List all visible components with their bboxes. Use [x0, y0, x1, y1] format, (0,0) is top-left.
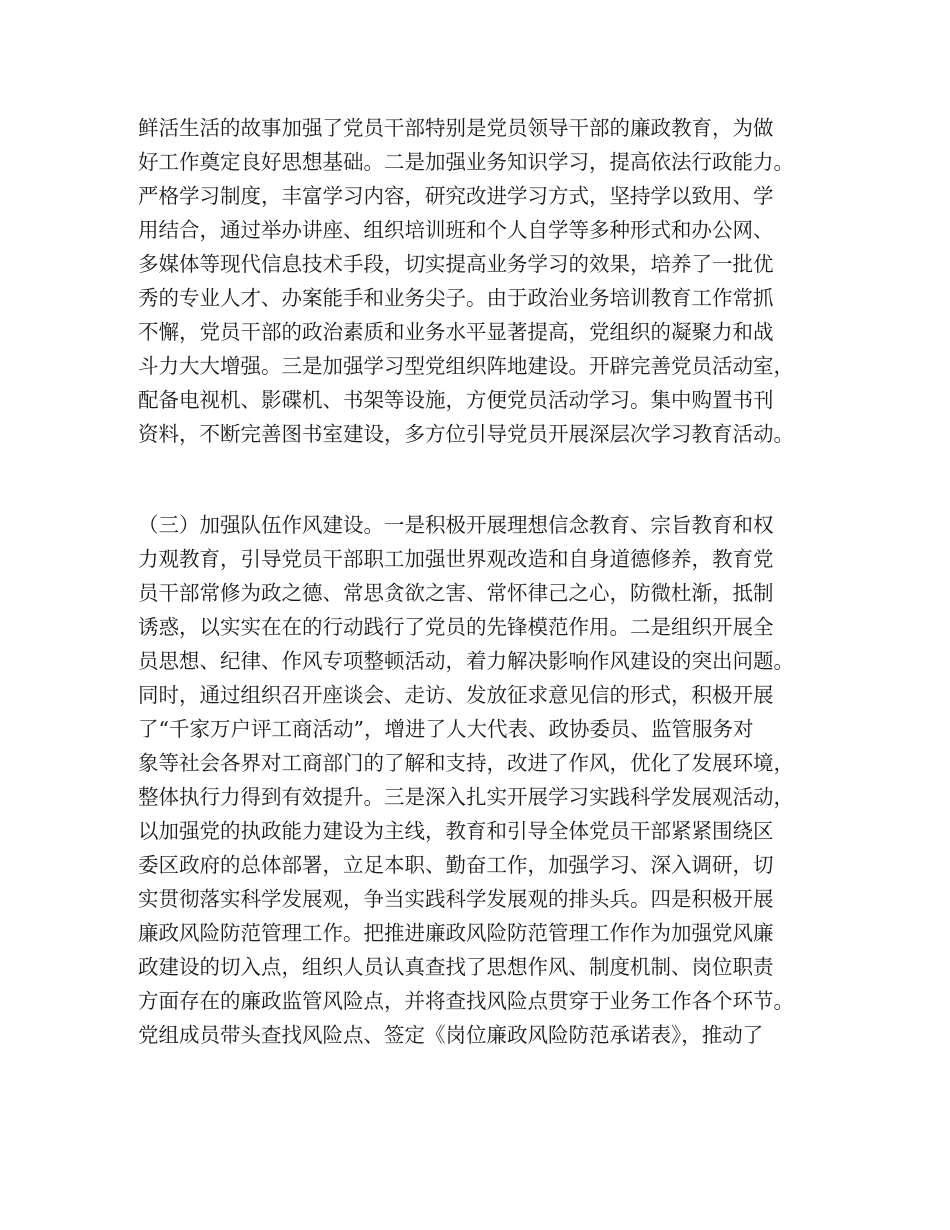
text-line: 以加强党的执政能力建设为主线，教育和引导全体党员干部紧紧围绕区: [138, 819, 774, 843]
text-line: 用结合，通过举办讲座、组织培训班和个人自学等多种形式和办公网、: [138, 218, 774, 242]
text-line: 整体执行力得到有效提升。三是深入扎实开展学习实践科学发展观活动，: [138, 785, 794, 809]
text-line: 力观教育，引导党员干部职工加强世界观改造和自身道德修养，教育党: [138, 547, 774, 571]
text-line: 多媒体等现代信息技术手段，切实提高业务学习的效果，培养了一批优: [138, 252, 774, 276]
text-line: 廉政风险防范管理工作。把推进廉政风险防范管理工作作为加强党风廉: [138, 921, 774, 945]
text-line: （三）加强队伍作风建设。一是积极开展理想信念教育、宗旨教育和权: [138, 513, 774, 537]
text-line: 象等社会各界对工商部门的了解和支持，改进了作风，优化了发展环境，: [138, 751, 794, 775]
text-line: 鲜活生活的故事加强了党员干部特别是党员领导干部的廉政教育，为做: [138, 116, 774, 140]
text-line: 员思想、纪律、作风专项整顿活动，着力解决影响作风建设的突出问题。: [138, 649, 794, 673]
paragraph-work-style: [138, 508, 838, 1052]
text-line: 了“千家万户评工商活动”，增进了人大代表、政协委员、监管服务对: [138, 717, 754, 741]
text-line: 实贯彻落实科学发展观，争当实践科学发展观的排头兵。四是积极开展: [138, 887, 774, 911]
text-line: 不懈，党员干部的政治素质和业务水平显著提高，党组织的凝聚力和战: [138, 320, 774, 344]
text-line: 委区政府的总体部署，立足本职、勤奋工作，加强学习、深入调研，切: [138, 853, 774, 877]
paragraph-study: [138, 111, 838, 451]
text-line: 员干部常修为政之德、常思贪欲之害、常怀律己之心，防微杜渐，抵制: [138, 581, 774, 605]
text-line: 诱惑，以实实在在的行动践行了党员的先锋模范作用。二是组织开展全: [138, 615, 774, 639]
text-line: 党组成员带头查找风险点、签定《岗位廉政风险防范承诺表》，推动了: [138, 1023, 764, 1047]
text-line: 斗力大大增强。三是加强学习型党组织阵地建设。开辟完善党员活动室，: [138, 354, 794, 378]
text-line: 配备电视机、影碟机、书架等设施，方便党员活动学习。集中购置书刊: [138, 388, 774, 412]
text-line: 严格学习制度，丰富学习内容，研究改进学习方式，坚持学以致用、学: [138, 184, 774, 208]
text-line: 资料，不断完善图书室建设，多方位引导党员开展深层次学习教育活动。: [138, 422, 794, 446]
text-line: 秀的专业人才、办案能手和业务尖子。由于政治业务培训教育工作常抓: [138, 286, 774, 310]
text-line: 方面存在的廉政监管风险点，并将查找风险点贯穿于业务工作各个环节。: [138, 989, 794, 1013]
text-line: 同时，通过组织召开座谈会、走访、发放征求意见信的形式，积极开展: [138, 683, 774, 707]
text-line: 政建设的切入点，组织人员认真查找了思想作风、制度机制、岗位职责: [138, 955, 774, 979]
text-line: 好工作奠定良好思想基础。二是加强业务知识学习，提高依法行政能力。: [138, 150, 794, 174]
